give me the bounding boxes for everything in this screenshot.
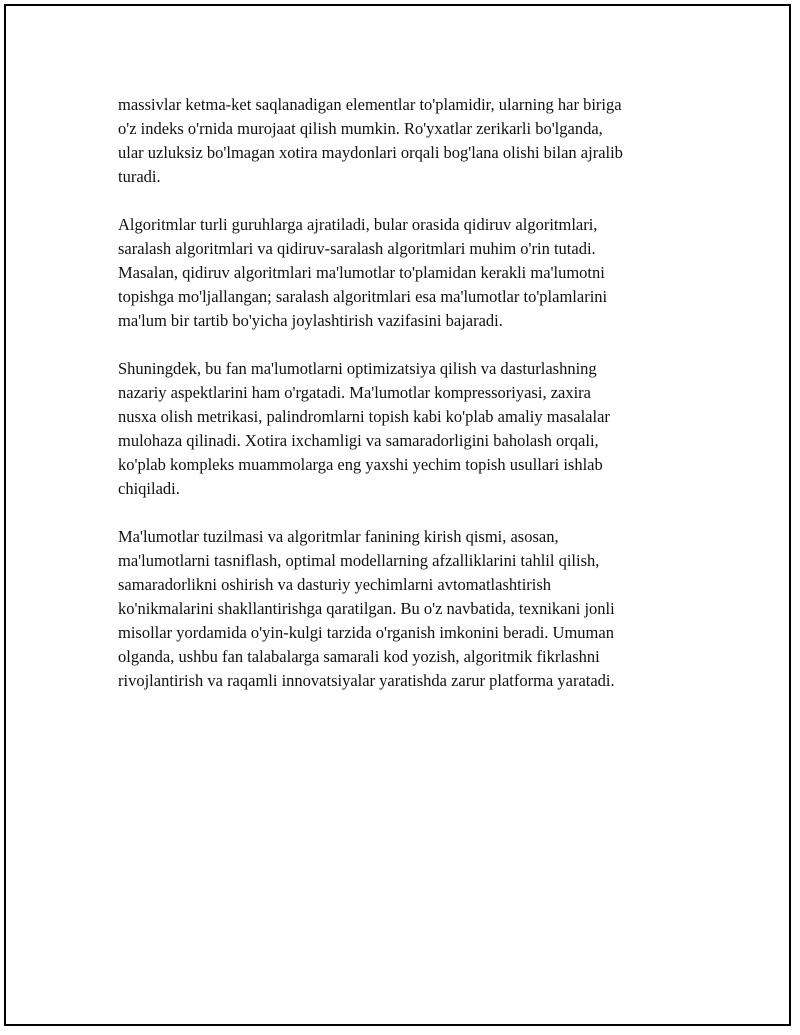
paragraph-4: Ma'lumotlar tuzilmasi va algoritmlar fanining kirish qismi, asosan, ma'lumotlarni tasniflash, optimal modellarning afzalliklarini tahlil qilish, samaradorlikni oshirish va dasturiy yechimlarni avtomatlashtirish ko'nikmalarini shakllantirishga qaratilgan. Bu o'z navbatida, texnikani jonli misollar yordamida o'yin-kulgi tarzida o'rganish imkonini beradi. Umuman olganda, ushbu fan talabalarga samarali kod yozish, algoritmik fikrlashni rivojlantirish va raqamli innovatsiyalar yaratishda zarur platforma yaratadi. xyxy=(118,527,615,690)
document-body xyxy=(118,93,708,717)
paragraph-1: massivlar ketma-ket saqlanadigan elementlar to'plamidir, ularning har biriga o'z indeks o'rnida murojaat qilish mumkin. Ro'yxatlar zerikarli bo'lganda, ular uzluksiz bo'lmagan xotira maydonlari orqali bog'lana olishi bilan ajralib turadi. xyxy=(118,95,623,186)
paragraph-3: Shuningdek, bu fan ma'lumotlarni optimizatsiya qilish va dasturlashning nazariy aspektlarini ham o'rgatadi. Ma'lumotlar kompressoriyasi, zaxira nusxa olish metrikasi, palindromlarni topish kabi ko'plab amaliy masalalar mulohaza qilinadi. Xotira ixchamligi va samaradorligini baholash orqali, ko'plab kompleks muammolarga eng yaxshi yechim topish usullari ishlab chiqiladi. xyxy=(118,359,610,498)
paragraph-2: Algoritmlar turli guruhlarga ajratiladi, bular orasida qidiruv algoritmlari, saralash algoritmlari va qidiruv-saralash algoritmlari muhim o'rin tutadi. Masalan, qidiruv algoritmlari ma'lumotlar to'plamidan kerakli ma'lumotni topishga mo'ljallangan; saralash algoritmlari esa ma'lumotlar to'plamlarini ma'lum bir tartib bo'yicha joylashtirish vazifasini bajaradi. xyxy=(118,215,608,330)
